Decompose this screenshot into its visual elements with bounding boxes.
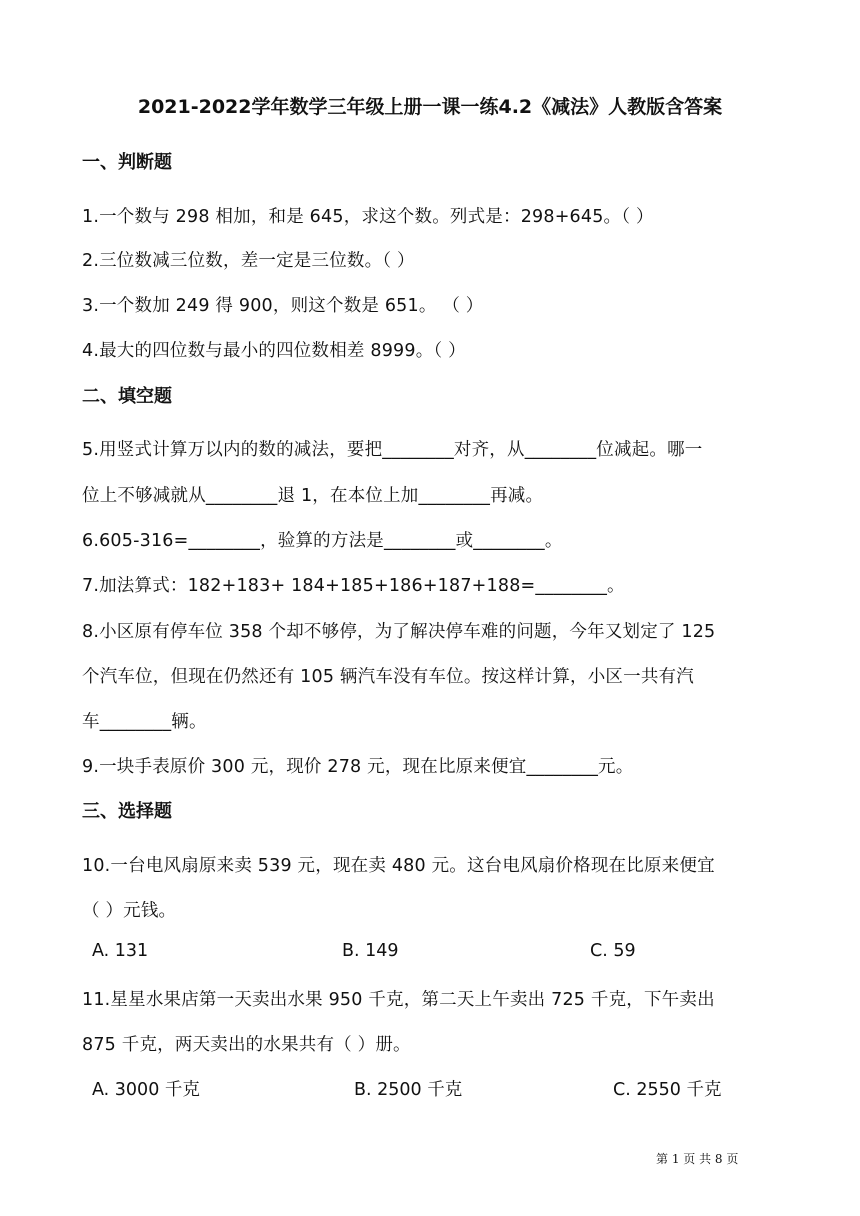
section-heading-judge: 一、判断题 — [82, 152, 172, 173]
question-11-line-1: 11.星星水果店第一天卖出水果 950 千克，第二天上午卖出 725 千克，下午卖出 — [82, 990, 715, 1010]
question-2: 2.三位数减三位数，差一定是三位数。（ ） — [82, 251, 415, 271]
section-heading-fill: 二、填空题 — [82, 386, 172, 407]
question-5-line-1: 5.用竖式计算万以内的数的减法，要把________对齐，从________位减起。哪一 — [82, 440, 703, 460]
question-11-option-a: A. 3000 千克 — [92, 1080, 200, 1100]
section-heading-choice: 三、选择题 — [82, 801, 172, 822]
question-10-line-2: （ ）元钱。 — [82, 901, 177, 921]
question-3: 3.一个数加 249 得 900，则这个数是 651。 （ ） — [82, 296, 484, 316]
question-11-option-c: C. 2550 千克 — [613, 1080, 722, 1100]
question-6: 6.605-316=________，验算的方法是________或________。 — [82, 531, 563, 551]
question-1: 1.一个数与 298 相加，和是 645，求这个数。列式是：298+645。（ ） — [82, 207, 654, 227]
question-10-option-c: C. 59 — [590, 941, 636, 961]
question-8-line-3: 车________辆。 — [82, 712, 207, 732]
question-5-line-2: 位上不够减就从________退 1，在本位上加________再减。 — [82, 486, 544, 506]
question-11-option-b: B. 2500 千克 — [354, 1080, 463, 1100]
question-10-option-b: B. 149 — [342, 941, 399, 961]
question-10-option-a: A. 131 — [92, 941, 149, 961]
question-11-line-2: 875 千克，两天卖出的水果共有（ ）册。 — [82, 1035, 411, 1055]
question-7: 7.加法算式：182+183+ 184+185+186+187+188=________。 — [82, 576, 625, 596]
document-title: 2021-2022学年数学三年级上册一课一练4.2《减法》人教版含答案 — [137, 96, 723, 118]
page-number-footer: 第 1 页 共 8 页 — [656, 1152, 739, 1166]
question-4: 4.最大的四位数与最小的四位数相差 8999。（ ） — [82, 341, 466, 361]
question-8-line-1: 8.小区原有停车位 358 个却不够停，为了解决停车难的问题，今年又划定了 125 — [82, 622, 716, 642]
question-8-line-2: 个汽车位，但现在仍然还有 105 辆汽车没有车位。按这样计算，小区一共有汽 — [82, 667, 694, 687]
question-9: 9.一块手表原价 300 元，现价 278 元，现在比原来便宜________元。 — [82, 757, 634, 777]
question-10-line-1: 10.一台电风扇原来卖 539 元，现在卖 480 元。这台电风扇价格现在比原来便宜 — [82, 856, 715, 876]
